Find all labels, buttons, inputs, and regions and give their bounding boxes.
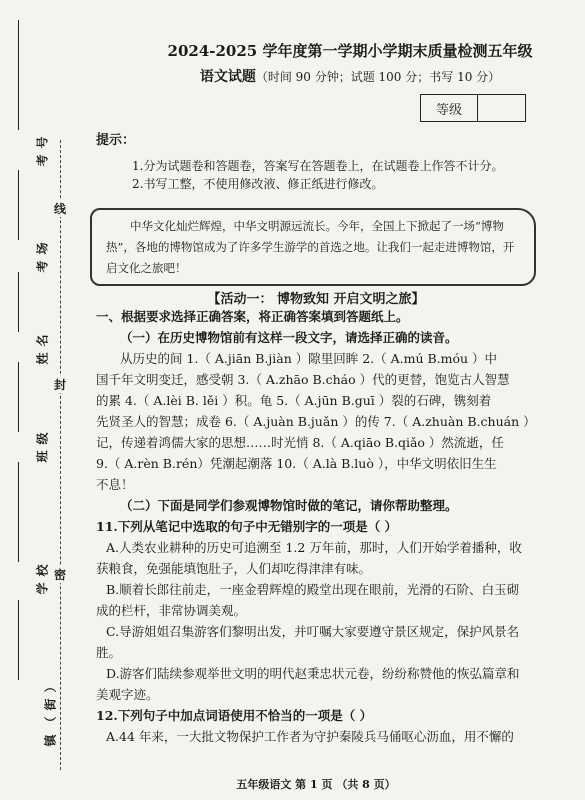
option-line: A.44 年来，一大批文物保护工作者为守护秦陵兵马俑呕心沥血，用不懈的	[106, 729, 514, 744]
intro-scroll: 中华文化灿烂辉煌，中华文明源远流长。今年，全国上下掀起了一场“博物热”，各地的博物馆成为了许多学生游学的首选之地。让我们一起走进博物馆，开启文化之旅吧！	[90, 208, 536, 286]
option-line: 获粮食，免强能填饱肚子，人们却吃得津津有味。	[96, 561, 372, 576]
questions	[96, 306, 536, 747]
passage-line: 国千年文明变迁，感受朝 3.（ A.zhāo B.cháo ）代的更替，饱览古人智慧	[96, 372, 510, 387]
hint-item: 2.书写工整，不使用修改液、修正纸进行修改。	[132, 177, 384, 191]
activity-heading: 【活动一： 博物致知 开启文明之旅】	[207, 292, 425, 307]
seal-line	[60, 140, 61, 770]
grade-box	[420, 94, 526, 122]
time-info: （时间 90 分钟；试题 100 分；书写 10 分）	[255, 70, 501, 84]
seal-xian: 线	[54, 202, 67, 216]
banji-label: 班级	[35, 426, 50, 463]
option-line: D.游客们陆续参观举世文明的明代赵秉忠状元卷，纷纷称赞他的恢弘篇章和	[106, 666, 520, 681]
question-12: 12.下列句子中加点词语使用不恰当的一项是（ ）	[96, 708, 373, 723]
subject-label: 语文试题	[199, 69, 256, 85]
passage-line: 不息！	[96, 477, 134, 492]
question-11: 11.下列从笔记中选取的句子中无错别字的一项是（ ）	[96, 519, 398, 534]
seal-mi: 密	[54, 568, 67, 582]
passage-line: 先贤圣人的智慧；成卷 6.（ A.juàn B.juǎn ）的传 7.（ A.zhuàn B.chuán ）	[96, 414, 536, 429]
xingming-label: 姓名	[35, 328, 50, 365]
option-line: 美观字迹。	[96, 687, 159, 702]
passage-line: 的累 4.（ A.lèi B. lěi ）积。龟 5.（ A.jūn B.guī ）裂的石碑，镌刻着	[96, 393, 492, 408]
hints-heading: 提示：	[96, 133, 136, 148]
kaohao-line	[18, 20, 19, 130]
exam-title: 2024-2025 学年度第一学期小学期末质量检测五年级	[167, 42, 533, 60]
option-line: C.导游姐姐召集游客们黎明出发，并叮嘱大家要遵守景区规定，保护风景名	[106, 624, 520, 639]
part-heading: （一）在历史博物馆前有这样一段文字，请选择正确的读音。	[120, 330, 458, 345]
xuexiao-line	[18, 462, 19, 562]
section-heading: 一、根据要求选择正确答案，将正确答案填到答题纸上。	[96, 309, 409, 324]
kaochang-label: 考场	[35, 236, 50, 273]
binding-margin	[0, 0, 80, 800]
option-line: 胜。	[96, 645, 122, 660]
kaochang-line	[18, 170, 19, 240]
banji-line	[18, 362, 19, 432]
option-line: 成的栏杆，非常协调美观。	[96, 603, 247, 618]
zhen-line	[18, 600, 19, 680]
grade-label: 等级	[421, 95, 478, 121]
option-line: B.顺着长郎往前走，一座金碧辉煌的殿堂出现在眼前，光滑的石阶、白玉砌	[106, 582, 520, 597]
xingming-line	[18, 272, 19, 332]
option-line: A.人类农业耕种的历史可追溯至 1.2 万年前，那时，人们开始学着播种，收	[106, 540, 522, 555]
xuexiao-label: 学校	[35, 558, 50, 595]
passage-line: 记，传递着鸿儒大家的思想……时光悄 8.（ A.qiāo B.qiǎo ）然流逝，任	[96, 435, 504, 450]
exam-subtitle	[120, 66, 580, 86]
grade-blank[interactable]	[478, 95, 525, 121]
kaohao-label: 考号	[35, 130, 50, 167]
passage-line: 从历史的间 1.（ A.jiān B.jiàn ）隙里回眸 2.（ A.mú B.móu ）中	[120, 351, 498, 366]
part-heading: （二）下面是同学们参观博物馆时做的笔记，请你帮助整理。	[120, 498, 458, 513]
hints-section	[96, 130, 536, 193]
hint-item: 1.分为试题卷和答题卷，答案写在答题卷上，在试题卷上作答不计分。	[132, 159, 504, 173]
seal-feng: 封	[54, 378, 67, 392]
zhen-label: 镇（街）	[43, 674, 58, 747]
page-footer: 五年级语文 第 1 页 （共 8 页）	[236, 778, 396, 791]
passage-line: 9.（ A.rèn B.rén）凭潮起潮落 10.（ A.là B.luò ），中华文明依旧生生	[96, 456, 497, 471]
